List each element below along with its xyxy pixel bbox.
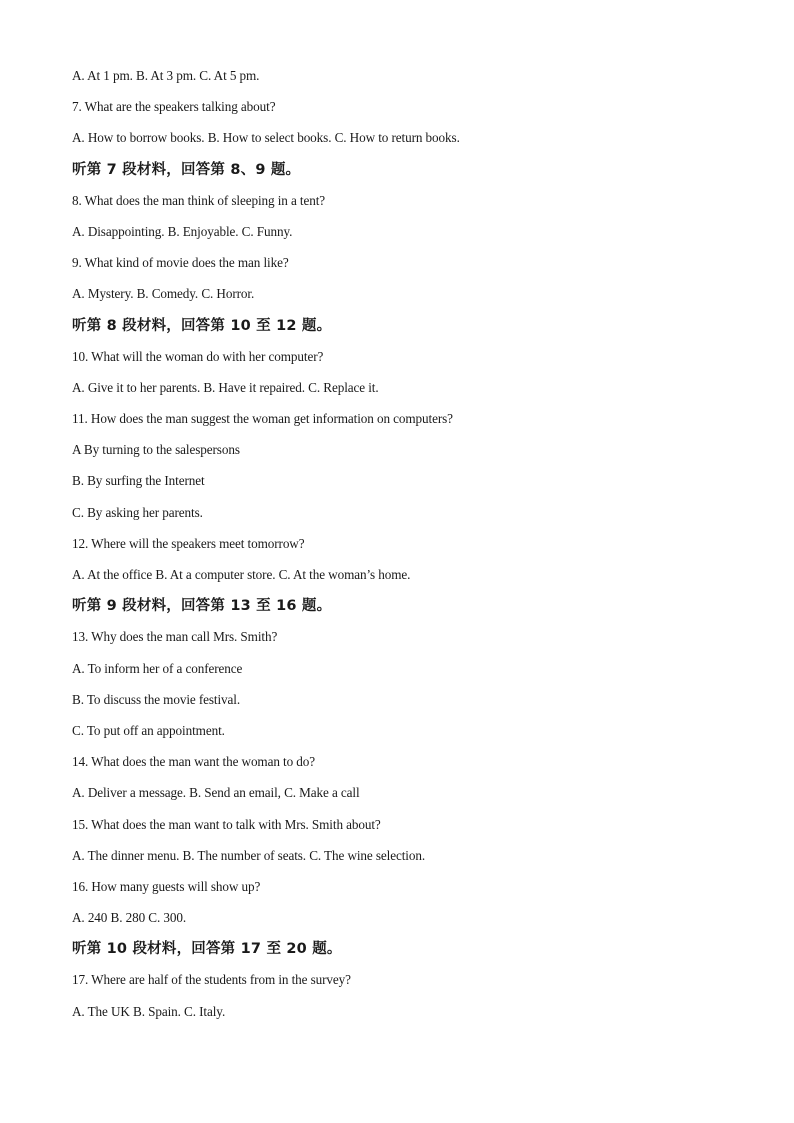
question-12: 12. Where will the speakers meet tomorrow? (72, 535, 305, 551)
answer-options-10: A. Give it to her parents. B. Have it repaired. C. Replace it. (72, 379, 379, 395)
question-8: 8. What does the man think of sleeping in a tent? (72, 192, 326, 208)
question-15: 15. What does the man want to talk with Mrs. Smith about? (72, 816, 381, 832)
answer-options-7: A. How to borrow books. B. How to select books. C. How to return books. (72, 130, 460, 146)
answer-option-13c: C. To put off an appointment. (72, 722, 225, 738)
answer-options-16: A. 240 B. 280 C. 300. (72, 910, 187, 926)
question-10: 10. What will the woman do with her computer? (72, 348, 324, 364)
section-heading-10: 听第 10 段材料，回答第 17 至 20 题。 (72, 941, 342, 958)
answer-options-12: A. At the office B. At a computer store. C. At the woman’s home. (72, 567, 411, 582)
section-heading-8: 听第 8 段材料，回答第 10 至 12 题。 (72, 317, 332, 334)
question-14: 14. What does the man want the woman to do? (72, 754, 316, 770)
question-7: 7. What are the speakers talking about? (72, 99, 276, 115)
answer-option-13a: A. To inform her of a conference (72, 660, 243, 676)
answer-options-9: A. Mystery. B. Comedy. C. Horror. (72, 286, 255, 302)
answer-options-6: A. At 1 pm. B. At 3 pm. C. At 5 pm. (72, 68, 260, 83)
answer-options-8: A. Disappointing. B. Enjoyable. C. Funny. (72, 223, 293, 239)
answer-option-11b: B. By surfing the Internet (72, 473, 205, 489)
question-17: 17. Where are half of the students from in the survey? (72, 972, 351, 988)
section-heading-7: 听第 7 段材料，回答第 8、9 题。 (72, 161, 301, 178)
answer-option-13b: B. To discuss the movie festival. (72, 691, 241, 707)
answer-options-15: A. The dinner menu. B. The number of seats. C. The wine selection. (72, 847, 426, 863)
answer-options-14: A. Deliver a message. B. Send an email, C. Make a call (72, 785, 360, 801)
question-16: 16. How many guests will show up? (72, 878, 261, 894)
question-9: 9. What kind of movie does the man like? (72, 255, 289, 271)
question-11: 11. How does the man suggest the woman get information on computers? (72, 411, 453, 427)
exam-page (72, 67, 732, 1034)
section-heading-9: 听第 9 段材料，回答第 13 至 16 题。 (72, 598, 332, 615)
answer-option-11c: C. By asking her parents. (72, 504, 203, 520)
answer-options-17: A. The UK B. Spain. C. Italy. (72, 1003, 226, 1019)
answer-option-11a: A By turning to the salespersons (72, 442, 240, 458)
question-13: 13. Why does the man call Mrs. Smith? (72, 629, 278, 645)
